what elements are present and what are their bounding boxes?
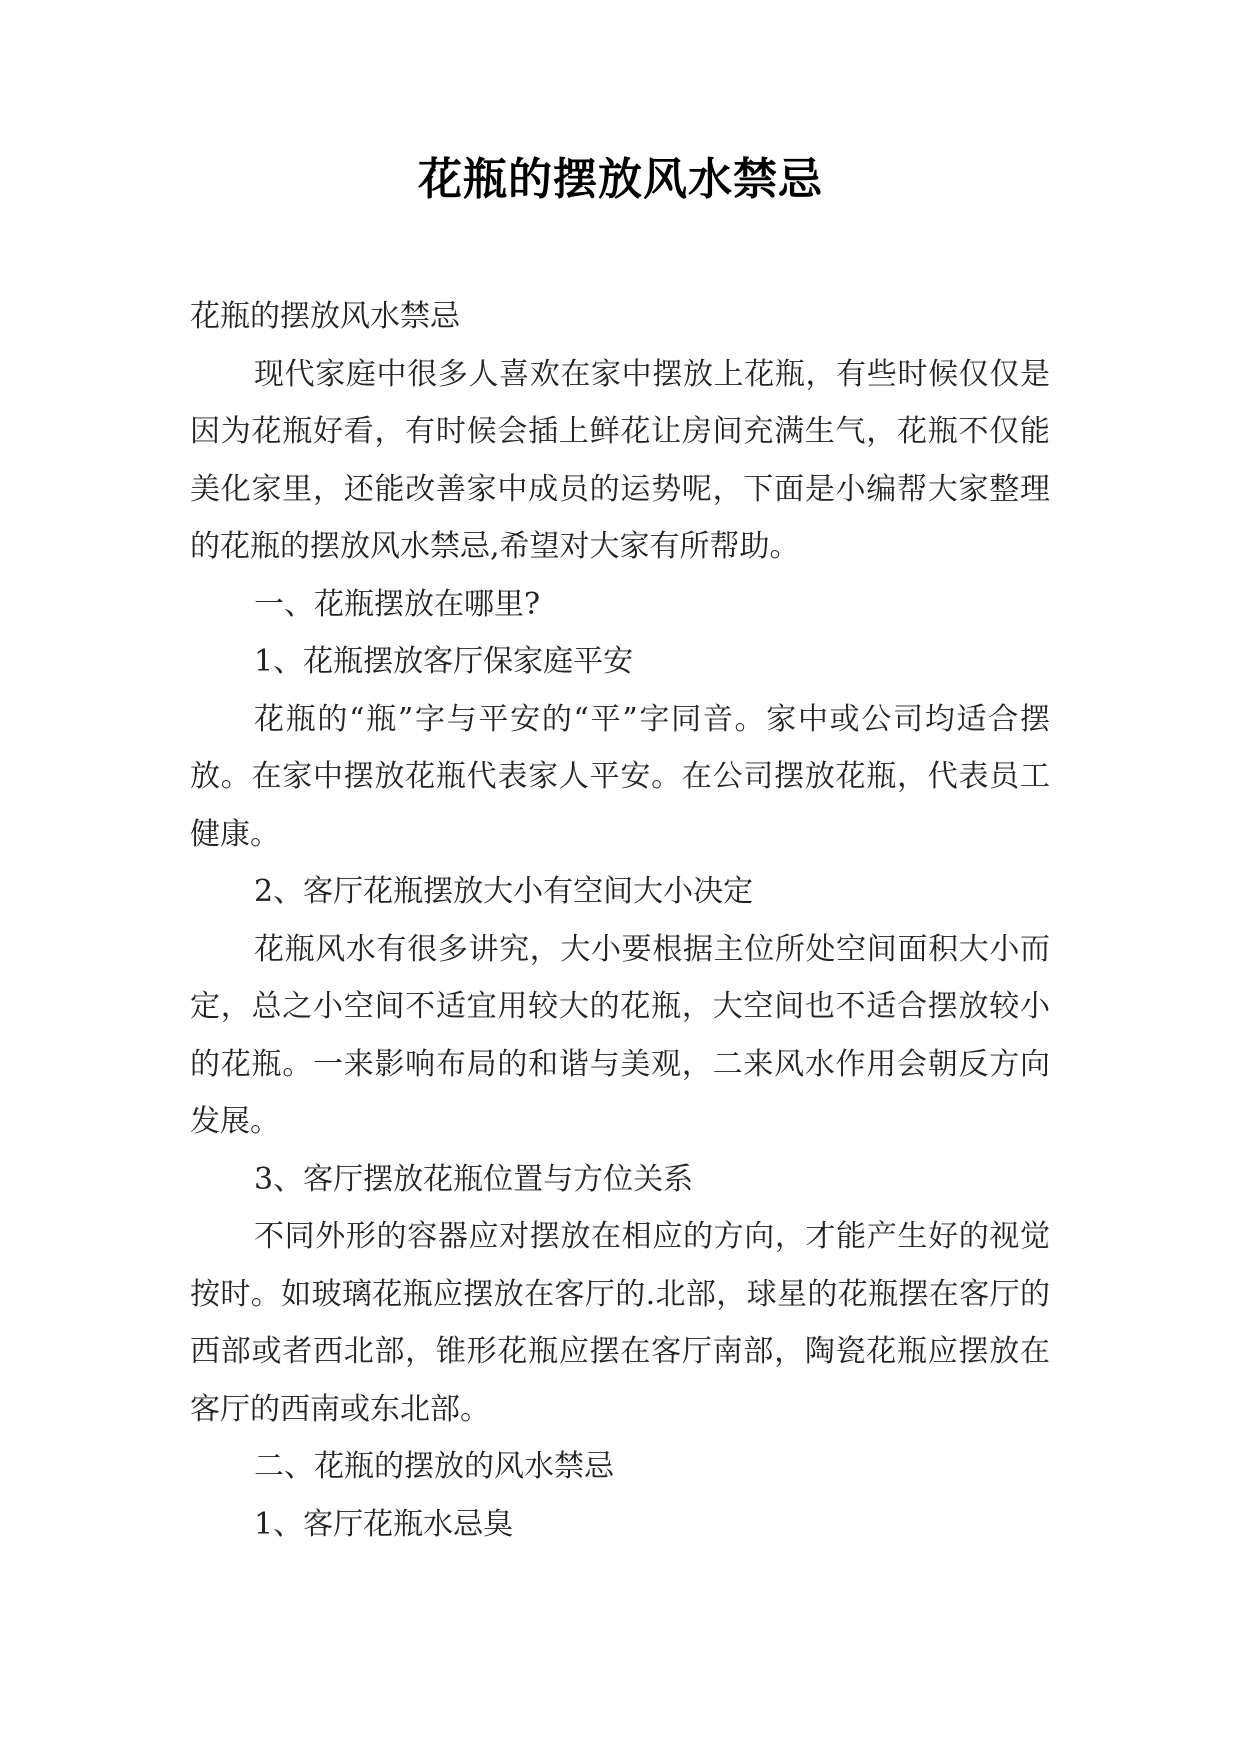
- body-paragraph: 一、花瓶摆放在哪里?: [254, 586, 541, 622]
- document-body: [190, 288, 1050, 1553]
- body-paragraph: 1、客厅花瓶水忌臭: [254, 1506, 514, 1542]
- body-paragraph: 现代家庭中很多人喜欢在家中摆放上花瓶，有些时候仅仅是因为花瓶好看，有时候会插上鲜花让房间充满生气，花瓶不仅能美化家里，还能改善家中成员的运势呢，下面是小编帮大家整理的花瓶的摆放风水禁忌,希望对大家有所帮助。: [190, 356, 1050, 564]
- body-heading: 花瓶的摆放风水禁忌: [190, 299, 460, 334]
- document-title: 花瓶的摆放风水禁忌: [418, 154, 823, 205]
- body-paragraph: 花瓶风水有很多讲究，大小要根据主位所处空间面积大小而定，总之小空间不适宜用较大的花瓶，大空间也不适合摆放较小的花瓶。一来影响布局的和谐与美观，二来风水作用会朝反方向发展。: [190, 931, 1050, 1139]
- body-paragraph: 二、花瓶的摆放的风水禁忌: [254, 1449, 614, 1484]
- body-paragraph: 花瓶的“瓶”字与平安的“平”字同音。家中或公司均适合摆放。在家中摆放花瓶代表家人平安。在公司摆放花瓶，代表员工健康。: [190, 701, 1050, 852]
- body-paragraph: 3、客厅摆放花瓶位置与方位关系: [254, 1161, 694, 1197]
- body-paragraph: 不同外形的容器应对摆放在相应的方向，才能产生好的视觉按时。如玻璃花瓶应摆放在客厅的.北部，球星的花瓶摆在客厅的西部或者西北部，锥形花瓶应摆在客厅南部，陶瓷花瓶应摆放在客厅的西南或东北部。: [190, 1219, 1050, 1427]
- body-paragraph: 1、花瓶摆放客厅保家庭平安: [254, 644, 634, 679]
- body-paragraph: 2、客厅花瓶摆放大小有空间大小决定: [254, 874, 754, 909]
